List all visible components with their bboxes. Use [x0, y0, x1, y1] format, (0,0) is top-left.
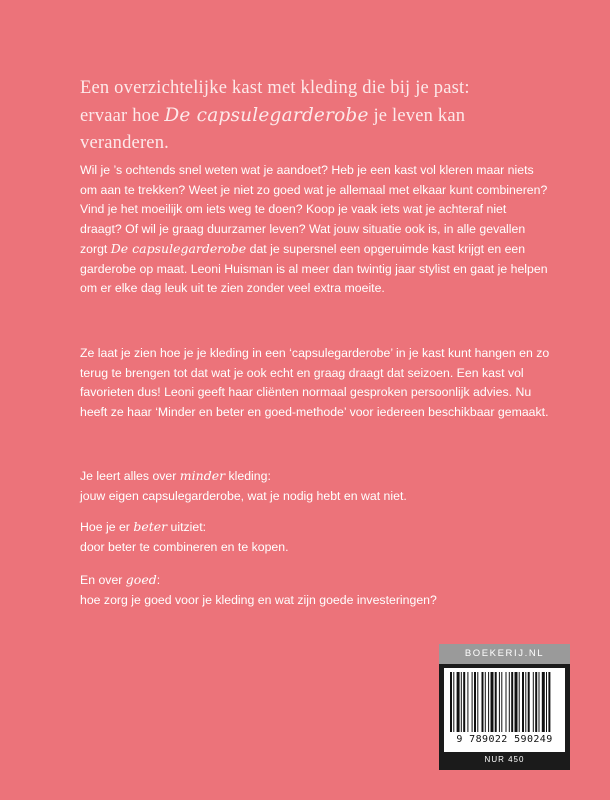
emphasis-script: goed — [125, 572, 157, 587]
publisher-website: BOEKERIJ.NL — [439, 644, 570, 664]
paragraph-line — [80, 517, 550, 538]
tagline — [80, 75, 550, 157]
paragraph-text: Hoe je er — [80, 520, 134, 534]
blurb-paragraph-minder — [80, 466, 550, 506]
tagline-text: je leven kan veranderen. — [80, 106, 466, 153]
paragraph-line — [80, 570, 550, 591]
isbn-number: 9 789022 590249 — [456, 734, 553, 745]
paragraph-line — [80, 466, 550, 487]
paragraph-line: hoe zorg je goed voor je kleding en wat zijn goede investeringen? — [80, 592, 437, 607]
tagline-text: ervaar hoe — [80, 106, 165, 126]
paragraph-text: Wil je ’s ochtends snel weten wat je aandoet? Heb je een kast vol kleren maar niets om aan te trekken? Weet je niet zo goed wat je allemaal met elkaar kunt combineren? Vind je het moeilijk om iets weg te doen? Koop je vaak iets wat je achteraf niet draagt? Of wil je graag duurzamer leven? Wat jouw situatie ook is, in alle gevallen zorgt — [80, 163, 548, 256]
emphasis-script: beter — [133, 519, 168, 534]
nur-code: NUR 450 — [484, 755, 525, 764]
blurb-paragraph-2: Ze laat je zien hoe je je kleding in een ‘capsulegarderobe’ in je kast kunt hangen en zo terug te brengen tot dat wat je ook echt en graag draagt dat seizoen. Een kast vol favorieten dus! Leoni geeft haar cliënten normaal gesproken persoonlijk advies. Nu heeft ze haar ‘Minder en beter en goed-methode’ voor iedereen beschikbaar gemaakt. — [80, 346, 550, 419]
paragraph-text: dat je supersnel een opgeruimde kast krijgt en een garderobe op maat. Leoni Huisman is al meer dan twintig jaar stylist en gaat je helpen om er elke dag leuk uit te zien zonder veel extra moeite. — [80, 242, 548, 295]
paragraph-text: En over — [80, 573, 126, 587]
book-title-script: De capsulegarderobe — [110, 241, 247, 256]
paragraph-line: door beter te combineren en te kopen. — [80, 539, 289, 554]
paragraph-text: uitziet: — [167, 520, 207, 534]
blurb-paragraph-goed — [80, 570, 550, 610]
book-title-script: De capsulegarderobe — [164, 105, 369, 126]
paragraph-text: : — [156, 573, 161, 587]
barcode-area — [444, 668, 565, 752]
paragraph-text: Je leert alles over — [80, 469, 180, 483]
paragraph-line: jouw eigen capsulegarderobe, wat je nodig hebt en wat niet. — [80, 488, 407, 503]
tagline-line-2 — [80, 102, 550, 157]
blurb-paragraph-beter — [80, 517, 550, 557]
blurb-paragraph-1 — [80, 161, 550, 299]
barcode-panel — [439, 644, 570, 770]
barcode-icon — [450, 672, 559, 734]
paragraph-text: kleding: — [225, 469, 271, 483]
emphasis-script: minder — [179, 468, 226, 483]
tagline-line-1: Een overzichtelijke kast met kleding die bij je past: — [80, 78, 470, 98]
